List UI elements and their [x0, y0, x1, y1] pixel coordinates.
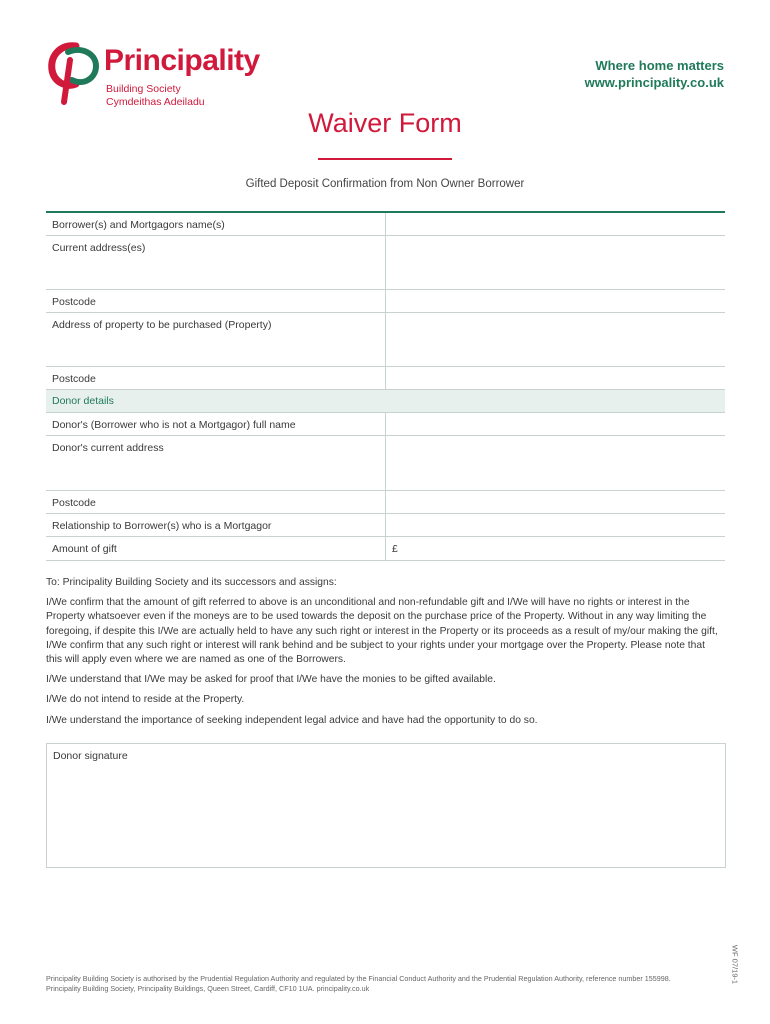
property-address-label: Address of property to be purchased (Property): [46, 312, 386, 366]
tagline: Where home matters: [595, 58, 724, 73]
table-row: [46, 312, 725, 366]
addressee-paragraph: To: Principality Building Society and its successors and assigns:: [46, 577, 337, 588]
property-address-field[interactable]: [386, 312, 726, 366]
residence-paragraph: I/We do not intend to reside at the Property.: [46, 694, 245, 706]
table-row: [46, 536, 725, 560]
donor-details-heading: Donor details: [46, 389, 725, 412]
donor-name-field[interactable]: [386, 412, 726, 435]
logo-mark-icon: [46, 40, 102, 108]
property-postcode-label: Postcode: [46, 366, 386, 389]
page-subtitle: Gifted Deposit Confirmation from Non Owner Borrower: [245, 178, 525, 190]
table-row: [46, 235, 725, 289]
donor-address-field[interactable]: [386, 435, 726, 490]
table-row: [46, 490, 725, 513]
footer: [46, 974, 726, 994]
donor-name-label: Donor's (Borrower who is not a Mortgagor) full name: [46, 412, 386, 435]
proof-paragraph: I/We understand that I/We may be asked for proof that I/We have the monies to be gifted available.: [46, 674, 496, 686]
current-address-label: Current address(es): [46, 235, 386, 289]
table-row: [46, 412, 725, 435]
gift-amount-label: Amount of gift: [46, 536, 386, 560]
principality-logo: [46, 40, 286, 112]
gift-confirmation-paragraph: I/We confirm that the amount of gift referred to above is an unconditional and non-refundable gift and I/We will have no rights or interest in the Property whatsoever even if the moneys are to be used towards the deposit on the purchase price of the Property. Without in any way limiting the foregoing, if despite this I/We are actually held to have any such right or interest in the Property or its proceeds as a result of my/our making the gift, I/We confirm that any such right or interest will rank behind and be subject to your rights under your mortgage over the Property. Please note that this will apply even where we are named as one of the Borrowers.: [46, 597, 718, 666]
relationship-field[interactable]: [386, 513, 726, 536]
logo-subtitle-english: Building Society: [106, 83, 181, 95]
donor-signature-label: Donor signature: [53, 750, 128, 762]
company-address: Principality Building Society, Principality Buildings, Queen Street, Cardiff, CF10 1UA. principality.co.uk: [46, 984, 370, 993]
donor-postcode-label: Postcode: [46, 490, 386, 513]
header-tagline-block: [585, 57, 724, 91]
legal-advice-paragraph: I/We understand the importance of seeking independent legal advice and have had the opportunity to do so.: [46, 714, 538, 726]
website-link[interactable]: www.principality.co.uk: [584, 75, 724, 90]
borrower-names-field[interactable]: [386, 212, 726, 235]
borrower-names-label: Borrower(s) and Mortgagors name(s): [46, 212, 386, 235]
property-postcode-field[interactable]: [386, 366, 726, 389]
current-address-field[interactable]: [386, 235, 726, 289]
donor-postcode-field[interactable]: [386, 490, 726, 513]
regulatory-statement: Principality Building Society is authorised by the Prudential Regulation Authority and regulated by the Financial Conduct Authority and the Prudential Regulation Authority, reference number 155998.: [46, 974, 671, 983]
form-reference: WF 07/19-1: [730, 944, 740, 985]
table-row: [46, 366, 725, 389]
details-table: [46, 211, 725, 561]
donor-details-section: [46, 389, 725, 412]
donor-signature-box[interactable]: [46, 743, 726, 868]
table-row: [46, 289, 725, 312]
logo-subtitle-welsh: Cymdeithas Adeiladu: [106, 96, 205, 108]
donor-address-label: Donor's current address: [46, 435, 386, 490]
table-row: [46, 513, 725, 536]
logo-wordmark: Principality: [104, 44, 260, 77]
declaration-text: [46, 576, 720, 734]
current-postcode-field[interactable]: [386, 289, 726, 312]
page-title: Waiver Form: [308, 108, 462, 138]
title-divider: [318, 158, 452, 160]
current-postcode-label: Postcode: [46, 289, 386, 312]
gift-amount-field[interactable]: £: [386, 536, 726, 560]
relationship-label: Relationship to Borrower(s) who is a Mortgagor: [46, 513, 386, 536]
table-row: [46, 212, 725, 235]
table-row: [46, 435, 725, 490]
